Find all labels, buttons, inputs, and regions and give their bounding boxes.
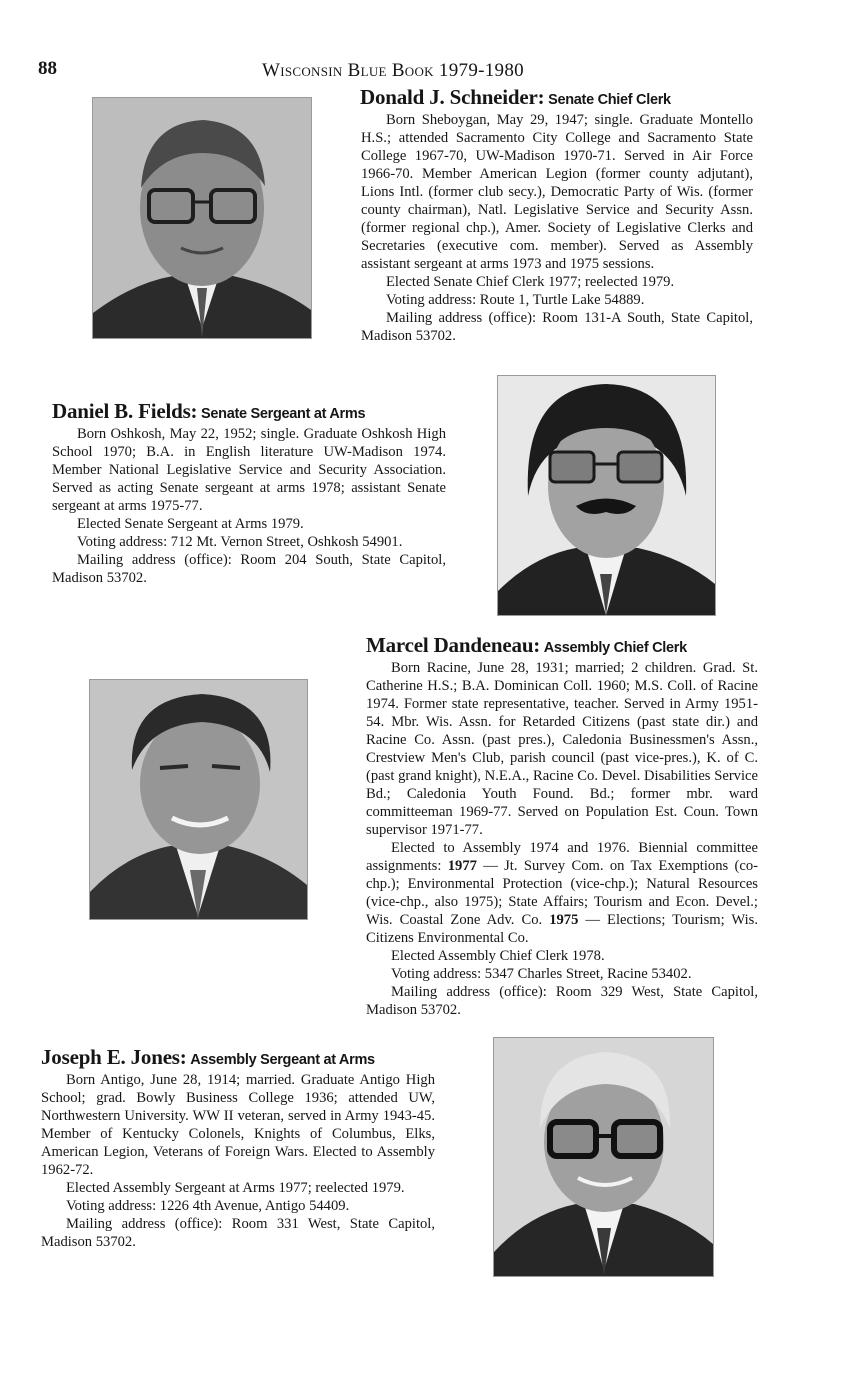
committee-year: 1975: [549, 912, 579, 928]
portrait-photo-icon: [494, 1038, 713, 1276]
person-name: Daniel B. Fields:: [52, 399, 198, 423]
page-number: 88: [38, 58, 57, 79]
portrait-photo-schneider: [92, 97, 312, 339]
bio-schneider: [361, 86, 753, 345]
person-title: Senate Chief Clerk: [548, 92, 671, 108]
mailing-address: Mailing address (office): Room 131-A South, State Capitol, Madison 53702.: [361, 310, 753, 344]
mailing-address: Mailing address (office): Room 331 West, State Capitol, Madison 53702.: [41, 1216, 435, 1250]
portrait-photo-jones: [493, 1037, 714, 1277]
voting-address: Voting address: 5347 Charles Street, Racine 53402.: [391, 966, 692, 982]
committee-paragraph: [366, 839, 758, 947]
person-title: Senate Sergeant at Arms: [201, 406, 366, 422]
portrait-photo-dandeneau: [89, 679, 308, 920]
person-name: Joseph E. Jones:: [41, 1045, 187, 1069]
bio-paragraph: Born Antigo, June 28, 1914; married. Graduate Antigo High School; grad. Bowly Business College 1936; attended UW, Northwestern University. WW II veteran, served in Army 1943-45. Member of Kentucky Colonels, Knights of Columbus, Elks, American Legion, Veterans of Foreign Wars. Elected to Assembly 1962-72.: [41, 1072, 435, 1178]
committee-text: Elected to Assembly 1974 and 1976. Biennial committee assignments:: [366, 840, 758, 874]
voting-address: Voting address: 1226 4th Avenue, Antigo 54409.: [66, 1198, 350, 1214]
voting-address: Voting address: 712 Mt. Vernon Street, Oshkosh 54901.: [77, 534, 403, 550]
bio-paragraph: Born Oshkosh, May 22, 1952; single. Graduate Oshkosh High School 1970; B.A. in English literature UW-Madison 1974. Member National Legislative Service and Security Association. Served as acting Senate sergeant at arms 1978; assistant Senate sergeant at arms 1975-77.: [52, 426, 446, 514]
bio-paragraph: Elected Senate Sergeant at Arms 1979.: [77, 516, 304, 532]
person-name: Marcel Dandeneau:: [366, 633, 541, 657]
committee-text: — Jt. Survey Com. on Tax Exemptions (co-chp.); Environmental Protection (vice-chp.); Natural Resources (vice-chp., also 1975); State Affairs; Tourism and Econ. Devel.; Wis. Coastal Zone Adv. Co.: [366, 858, 758, 928]
portrait-photo-fields: [497, 375, 716, 616]
voting-address: Voting address: Route 1, Turtle Lake 54889.: [386, 292, 645, 308]
bio-paragraph: Born Racine, June 28, 1931; married; 2 children. Grad. St. Catherine H.S.; B.A. Dominican Coll. 1960; M.S. Coll. of Racine 1974. Former state representative, teacher. Served in Army 1951-54. Mbr. Wis. Assn. for Retarded Citizens (past state dir.) and Racine Co. Assn. (past pres.), Caledonia Businessmen's Assn., Crestview Men's Club, parish council (past vice-pres.), K. of C. (past grand knight), N.E.A., Racine Co. Devel. Disabilities Service Bd.; Caledonia Youth Found. Bd.; former mbr. ward committeeman 1969-77. Served on Population Est. Coun. Town supervisor 1971-77.: [366, 660, 758, 838]
mailing-address: Mailing address (office): Room 329 West, State Capitol, Madison 53702.: [366, 984, 758, 1018]
bio-paragraph: Elected Assembly Chief Clerk 1978.: [391, 948, 605, 964]
bio-paragraph: Born Sheboygan, May 29, 1947; single. Graduate Montello H.S.; attended Sacramento City College and Sacramento State College 1967-70, UW-Madison 1970-71. Served in Air Force 1966-70. Member American Legion (former county adjutant), Lions Intl. (former club secy.), Democratic Party of Wis. (former county chairman), Natl. Legislative Service and Security Assn. (former regional chp.), Amer. Society of Legislative Clerks and Secretaries (executive com. member). Served as Assembly assistant sergeant at arms 1973 and 1975 sessions.: [361, 112, 753, 272]
person-title: Assembly Chief Clerk: [543, 640, 687, 656]
bio-paragraph: Elected Senate Chief Clerk 1977; reelected 1979.: [386, 274, 675, 290]
committee-text: — Elections; Tourism; Wis. Citizens Environmental Co.: [366, 912, 758, 946]
mailing-address: Mailing address (office): Room 204 South, State Capitol, Madison 53702.: [52, 552, 446, 586]
person-title: Assembly Sergeant at Arms: [190, 1052, 375, 1068]
bio-jones: [41, 1046, 435, 1251]
bio-paragraph: Elected Assembly Sergeant at Arms 1977; reelected 1979.: [66, 1180, 405, 1196]
portrait-photo-icon: [93, 98, 311, 338]
bio-fields: [52, 400, 446, 587]
portrait-photo-icon: [90, 680, 307, 919]
person-name: Donald J. Schneider:: [360, 85, 545, 109]
portrait-photo-icon: [498, 376, 715, 615]
running-head: Wisconsin Blue Book 1979-1980: [262, 60, 524, 81]
committee-year: 1977: [447, 858, 477, 874]
bio-dandeneau: [366, 634, 758, 1019]
